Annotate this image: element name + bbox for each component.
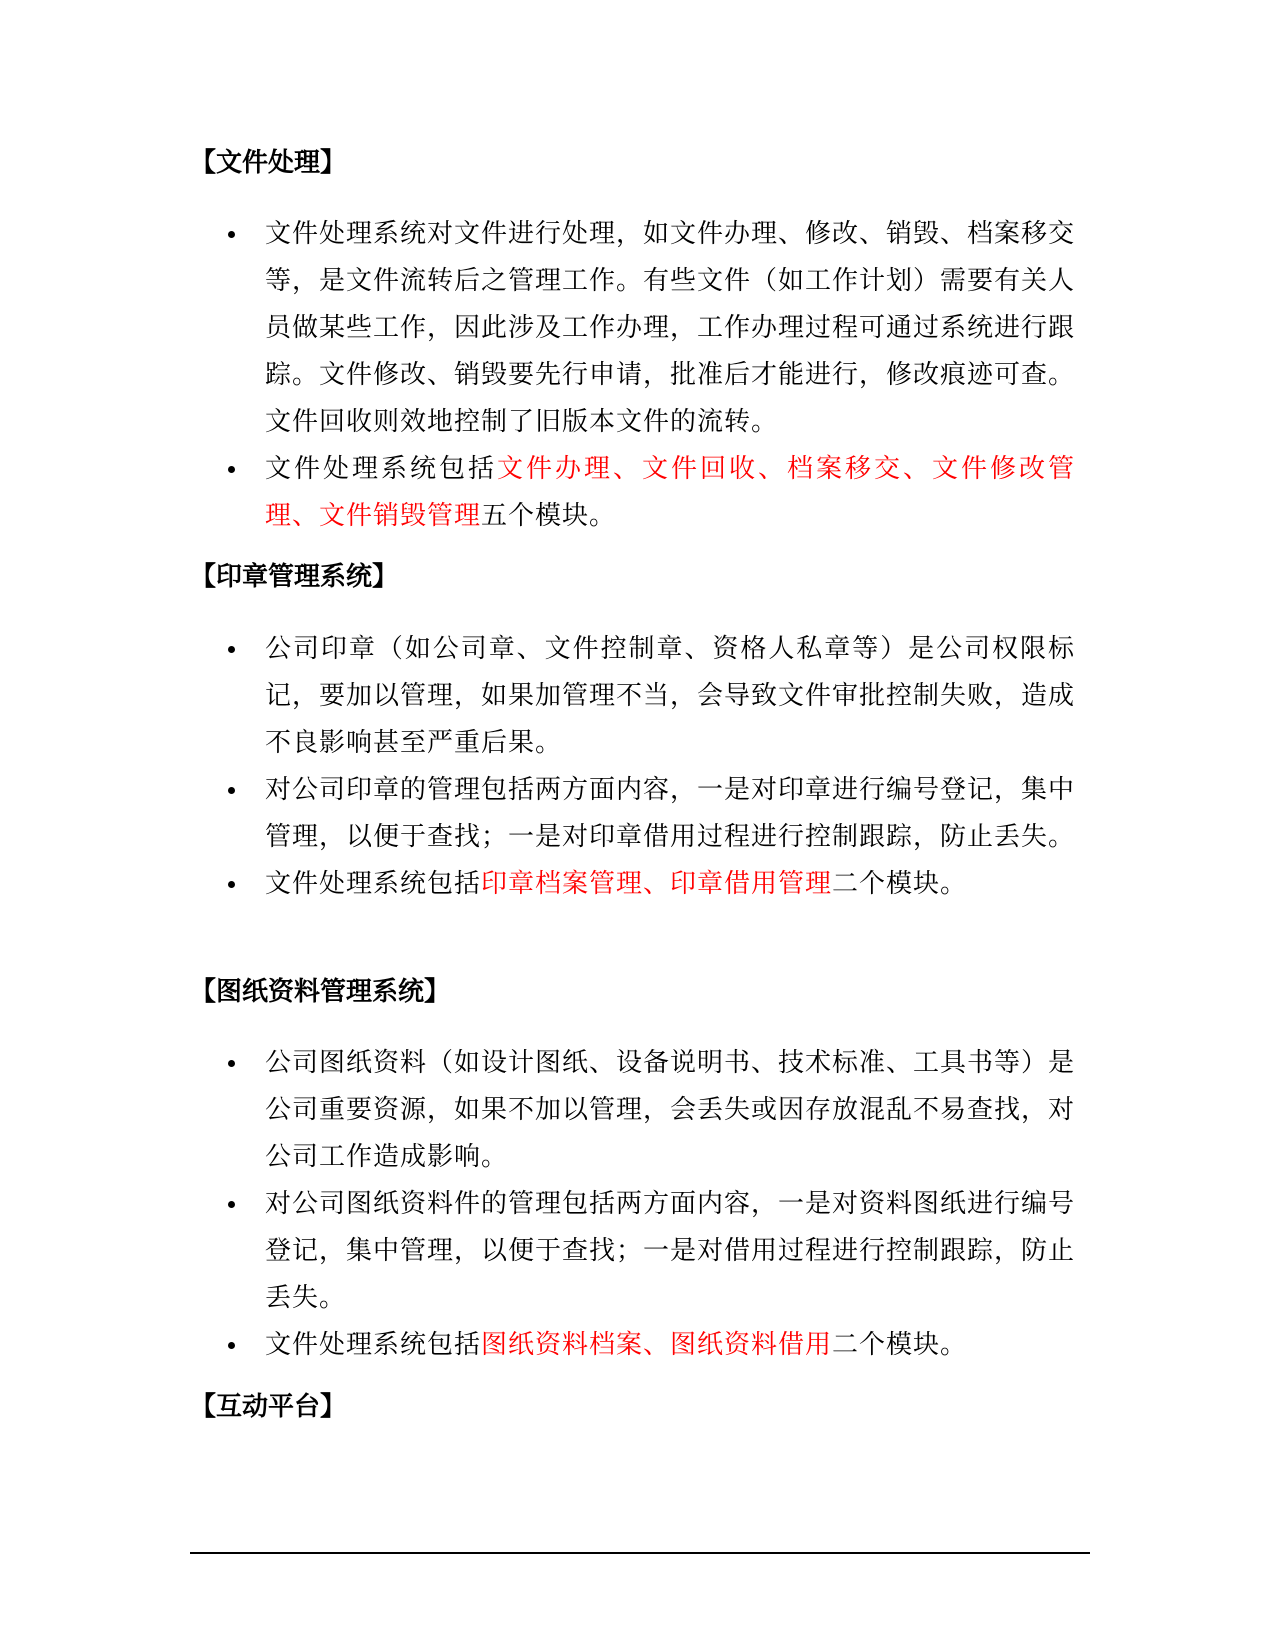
bullet-list-seal-management [190, 626, 1090, 908]
paragraph-text: 公司图纸资料（如设计图纸、设备说明书、技术标准、工具书等）是公司重要资源，如果不加以管理，会丢失或因存放混乱不易查找，对公司工作造成影响。 [265, 1048, 1076, 1172]
bullet-list-file-processing [190, 211, 1090, 540]
paragraph-text: 公司印章（如公司章、文件控制章、资格人私章等）是公司权限标记，要加以管理，如果加管理不当，会导致文件审批控制失败，造成不良影响甚至严重后果。 [265, 634, 1076, 758]
bullet-icon [228, 787, 235, 794]
paragraph-suffix: 二个模块。 [832, 1330, 968, 1360]
list-item [190, 767, 1075, 861]
highlighted-modules: 文件办理、文件回收、档案移交、文件修改管理、文件销毁管理 [265, 454, 1075, 531]
list-item [190, 861, 1075, 908]
highlighted-modules: 印章档案管理、印章借用管理 [481, 869, 833, 899]
highlighted-modules: 图纸资料档案、图纸资料借用 [481, 1330, 833, 1360]
bullet-icon [228, 646, 235, 653]
bullet-list-drawing-management [190, 1040, 1090, 1369]
paragraph-suffix: 二个模块。 [832, 869, 968, 899]
list-item [190, 211, 1075, 446]
list-item [190, 446, 1075, 540]
section-title-seal-management: 【印章管理系统】 [190, 562, 399, 592]
paragraph-text: 文件处理系统对文件进行处理，如文件办理、修改、销毁、档案移交等，是文件流转后之管理工作。有些文件（如工作计划）需要有关人员做某些工作，因此涉及工作办理，工作办理过程可通过系统进行跟踪。文件修改、销毁要先行申请，批准后才能进行，修改痕迹可查。文件回收则效地控制了旧版本文件的流转。 [265, 219, 1076, 437]
list-item [190, 1181, 1075, 1322]
bullet-icon [228, 1342, 235, 1349]
paragraph-prefix: 文件处理系统包括 [265, 869, 482, 899]
footer-divider [190, 1552, 1090, 1554]
list-item [190, 1040, 1075, 1181]
paragraph-text: 对公司图纸资料件的管理包括两方面内容，一是对资料图纸进行编号登记，集中管理，以便于查找；一是对借用过程进行控制跟踪，防止丢失。 [265, 1189, 1076, 1313]
bullet-icon [228, 881, 235, 888]
section-title-drawing-management: 【图纸资料管理系统】 [190, 977, 451, 1007]
list-item [190, 626, 1075, 767]
list-item [190, 1322, 1075, 1369]
paragraph-text: 对公司印章的管理包括两方面内容，一是对印章进行编号登记，集中管理，以便于查找；一是对印章借用过程进行控制跟踪，防止丢失。 [265, 775, 1076, 852]
paragraph-prefix: 文件处理系统包括 [265, 454, 497, 484]
paragraph-suffix: 五个模块。 [481, 501, 617, 531]
bullet-icon [228, 466, 235, 473]
section-title-interactive-platform: 【互动平台】 [190, 1392, 347, 1422]
bullet-icon [228, 1060, 235, 1067]
bullet-icon [228, 1201, 235, 1208]
paragraph-prefix: 文件处理系统包括 [265, 1330, 482, 1360]
bullet-icon [228, 231, 235, 238]
section-title-file-processing: 【文件处理】 [190, 148, 347, 178]
